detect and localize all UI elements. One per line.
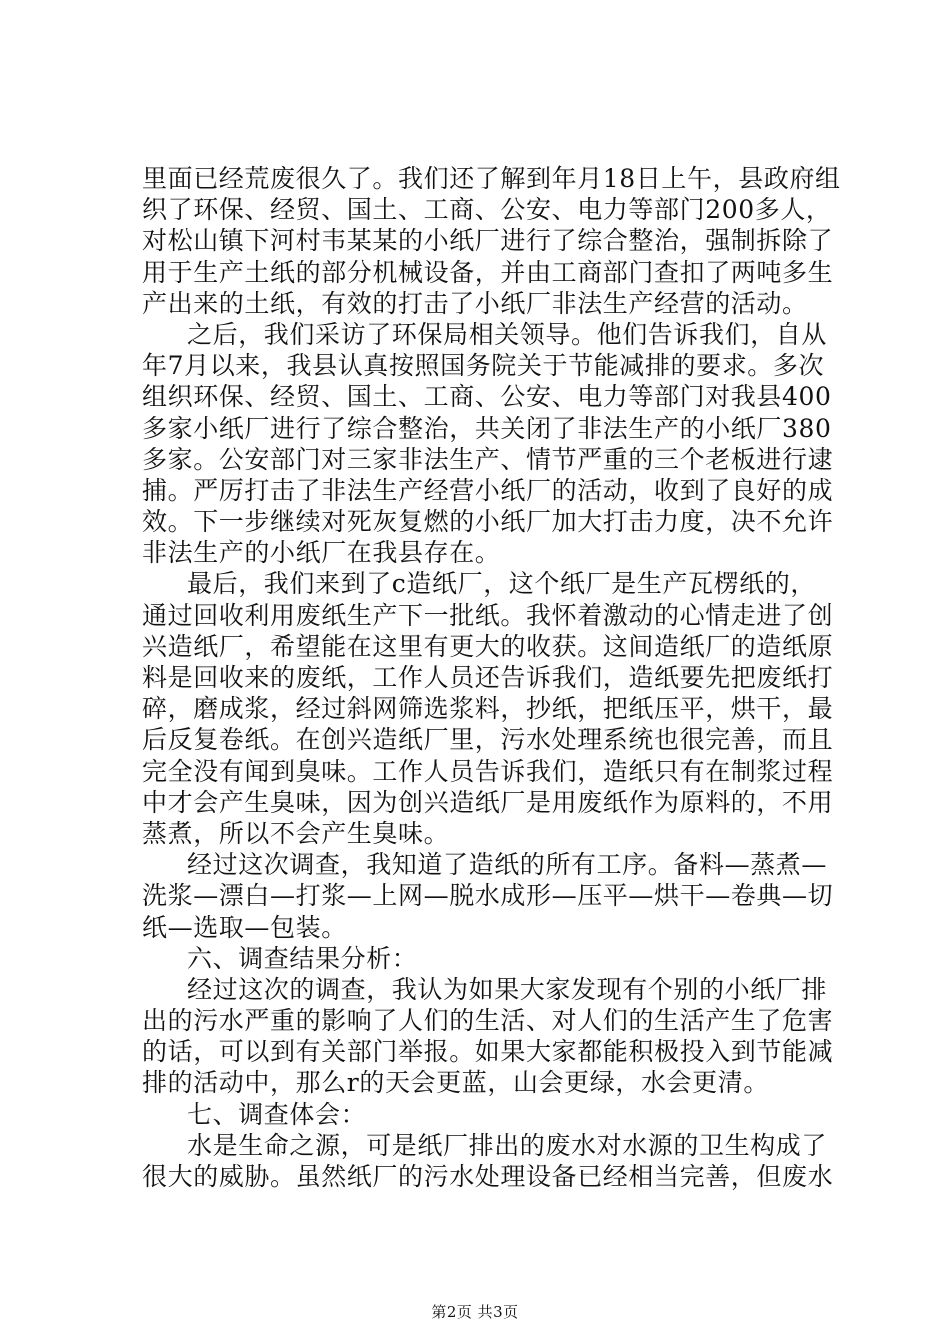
text-line: 通过回收利用废纸生产下一批纸。我怀着激动的心情走进了创 [142, 600, 834, 630]
text-line: 经过这次调查，我知道了造纸的所有工序。备料—蒸煮— [187, 850, 828, 880]
text-line: 多家。公安部门对三家非法生产、情节严重的三个老板进行逮 [142, 444, 834, 474]
text-line: 完全没有闻到臭味。工作人员告诉我们，造纸只有在制浆过程 [142, 756, 834, 786]
text-line: 多家小纸厂进行了综合整治，共关闭了非法生产的小纸厂380 [142, 413, 832, 443]
text-line: 对松山镇下河村韦某某的小纸厂进行了综合整治，强制拆除了 [142, 226, 834, 256]
text-line: 六、调查结果分析： [187, 943, 418, 973]
text-line: 出的污水严重的影响了人们的生活、对人们的生活产生了危害 [142, 1006, 834, 1036]
text-line: 兴造纸厂，希望能在这里有更大的收获。这间造纸厂的造纸原 [142, 631, 834, 661]
text-line: 很大的威胁。虽然纸厂的污水处理设备已经相当完善，但废水 [142, 1162, 834, 1191]
text-line: 最后，我们来到了c造纸厂，这个纸厂是生产瓦楞纸的， [187, 569, 817, 599]
text-line: 纸—选取—包装。 [142, 912, 347, 942]
text-line: 织了环保、经贸、国土、工商、公安、电力等部门200多人， [142, 195, 832, 225]
text-line: 七、调查体会： [187, 1099, 367, 1129]
text-line: 料是回收来的废纸，工作人员还告诉我们，造纸要先把废纸打 [142, 663, 834, 692]
text-line: 之后，我们采访了环保局相关领导。他们告诉我们，自从 [187, 319, 828, 349]
page-footer: 第2页 共3页 [431, 1303, 519, 1321]
text-line: 里面已经荒废很久了。我们还了解到年月18日上午，县政府组 [142, 164, 841, 193]
text-line: 产出来的土纸，有效的打击了小纸厂非法生产经营的活动。 [142, 288, 808, 318]
text-line: 非法生产的小纸厂在我县存在。 [142, 538, 501, 568]
text-line: 捕。严厉打击了非法生产经营小纸厂的活动，收到了良好的成 [142, 475, 834, 505]
text-line: 中才会产生臭味，因为创兴造纸厂是用废纸作为原料的，不用 [142, 787, 834, 817]
text-line: 排的活动中，那么r的天会更蓝，山会更绿，水会更清。 [142, 1068, 769, 1098]
text-line: 效。下一步继续对死灰复燃的小纸厂加大打击力度，决不允许 [142, 507, 834, 537]
text-line: 洗浆—漂白—打浆—上网—脱水成形—压平—烘干—卷典—切 [142, 881, 834, 911]
text-line: 水是生命之源，可是纸厂排出的废水对水源的卫生构成了 [187, 1130, 828, 1160]
document-body [142, 163, 841, 1192]
text-line: 碎，磨成浆，经过斜网筛选浆料，抄纸，把纸压平，烘干，最 [142, 694, 834, 724]
text-line: 蒸煮，所以不会产生臭味。 [142, 818, 450, 848]
text-line: 的话，可以到有关部门举报。如果大家都能积极投入到节能减 [142, 1037, 834, 1067]
text-line: 经过这次的调查，我认为如果大家发现有个别的小纸厂排 [187, 974, 828, 1004]
text-line: 组织环保、经贸、国土、工商、公安、电力等部门对我县400 [142, 382, 832, 412]
text-line: 后反复卷纸。在创兴造纸厂里，污水处理系统也很完善，而且 [142, 725, 834, 755]
text-line: 用于生产土纸的部分机械设备，并由工商部门查扣了两吨多生 [142, 257, 834, 287]
text-line: 年7月以来，我县认真按照国务院关于节能减排的要求。多次 [142, 351, 825, 381]
